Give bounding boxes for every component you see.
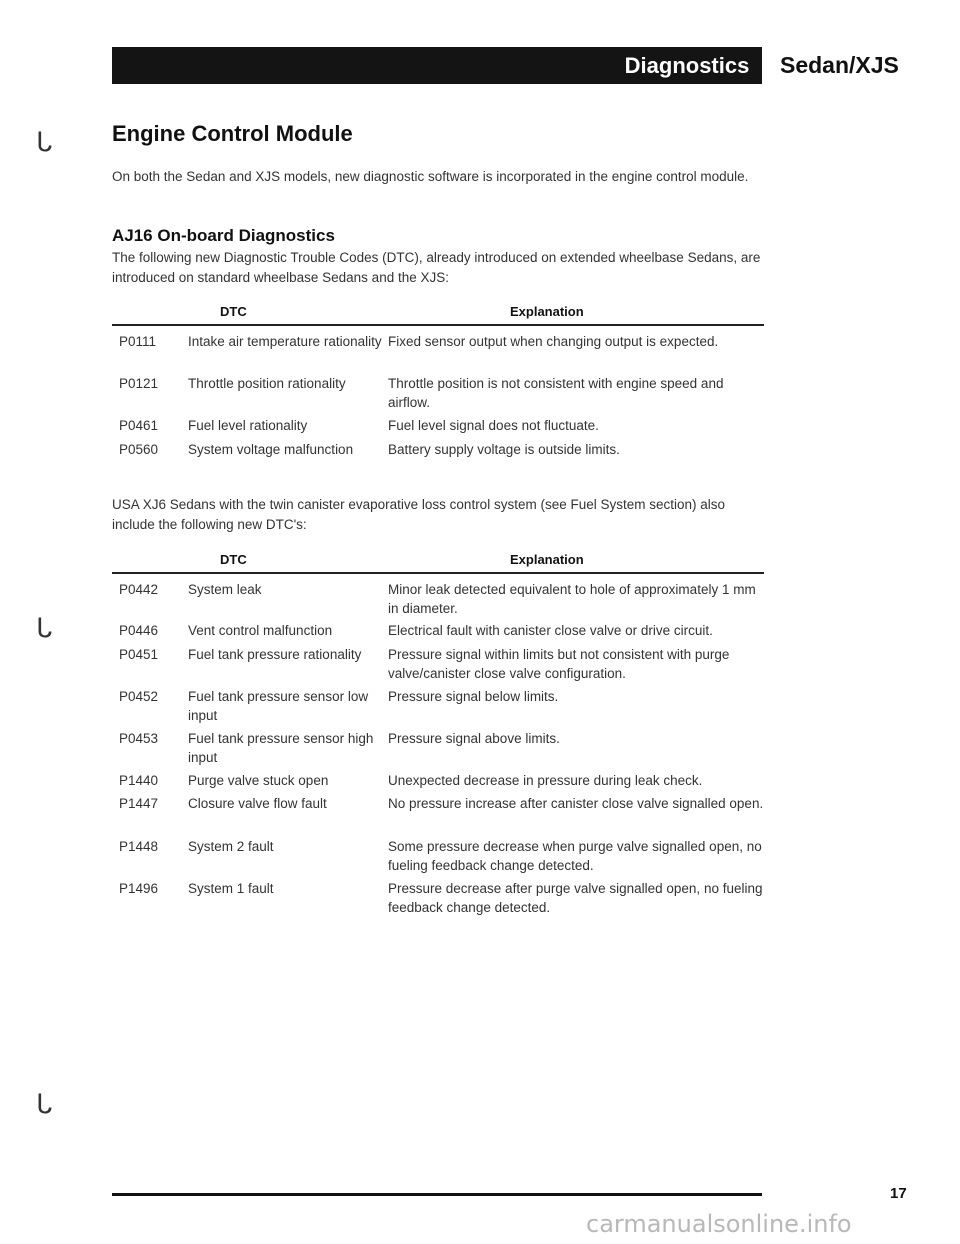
middle-paragraph: USA XJ6 Sedans with the twin canister evaporative loss control system (see Fuel System section) also include the following new DTC's: [112, 497, 726, 532]
explanation-header: Explanation [510, 552, 584, 567]
dtc-explanation: Pressure signal above limits. [388, 731, 560, 746]
footer-rule [112, 1193, 762, 1196]
explanation-header: Explanation [510, 304, 584, 319]
dtc-description: Fuel tank pressure sensor low input [188, 689, 369, 723]
dtc-explanation: Fixed sensor output when changing output is expected. [388, 334, 719, 349]
dtc-code: P0461 [119, 418, 159, 433]
section-label: Diagnostics [624, 52, 750, 78]
dtc-code: P0452 [119, 689, 159, 704]
dtc-explanation: Unexpected decrease in pressure during leak check. [388, 773, 703, 788]
dtc-description: Vent control malfunction [188, 623, 333, 638]
intro-paragraph: On both the Sedan and XJS models, new diagnostic software is incorporated in the engine control module. [112, 169, 749, 184]
dtc-explanation: Some pressure decrease when purge valve signalled open, no fueling feedback change detected. [388, 839, 762, 873]
dtc-code: P0446 [119, 623, 159, 638]
dtc-code: P0111 [119, 334, 157, 349]
dtc-description: System leak [188, 582, 262, 597]
dtc-explanation: Electrical fault with canister close valve or drive circuit. [388, 623, 713, 638]
dtc-explanation: Minor leak detected equivalent to hole of approximately 1 mm in diameter. [388, 582, 756, 616]
dtc-description: System 1 fault [188, 881, 274, 896]
dtc-header: DTC [220, 552, 247, 567]
dtc-description: Fuel level rationality [188, 418, 308, 433]
page-number: 17 [890, 1185, 907, 1202]
dtc-explanation: Pressure decrease after purge valve signalled open, no fueling feedback change detected. [388, 881, 763, 915]
dtc-description: Closure valve flow fault [188, 796, 327, 811]
dtc-code: P1440 [119, 773, 159, 788]
dtc-explanation: Pressure signal below limits. [388, 689, 559, 704]
watermark: carmanualsonline.info [586, 1210, 852, 1238]
header-title: Sedan/XJS [780, 52, 899, 78]
dtc-explanation: No pressure increase after canister close valve signalled open. [388, 796, 764, 811]
dtc-description: Throttle position rationality [188, 376, 346, 391]
dtc-code: P0442 [119, 582, 159, 597]
dtc-code: P1448 [119, 839, 159, 854]
subsection-intro: The following new Diagnostic Trouble Codes (DTC), already introduced on extended wheelbase Sedans, are introduced on standard wheelbase Sedans and the XJS: [112, 250, 761, 285]
binder-hole-mark: ᒐ [36, 614, 53, 644]
dtc-code: P0451 [119, 647, 159, 662]
dtc-explanation: Pressure signal within limits but not consistent with purge valve/canister close valve configuration. [388, 647, 730, 681]
dtc-description: System voltage malfunction [188, 442, 354, 457]
dtc-table-2 [112, 550, 764, 915]
table-header [112, 550, 764, 574]
dtc-code: P1447 [119, 796, 159, 811]
dtc-description: System 2 fault [188, 839, 274, 854]
dtc-code: P0121 [119, 376, 159, 391]
dtc-description: Purge valve stuck open [188, 773, 329, 788]
binder-hole-mark: ᒐ [36, 1090, 53, 1120]
dtc-code: P0560 [119, 442, 159, 457]
dtc-explanation: Throttle position is not consistent with engine speed and airflow. [388, 376, 724, 410]
binder-hole-mark: ᒐ [36, 128, 53, 158]
subsection-title: AJ16 On-board Diagnostics [112, 226, 335, 245]
dtc-code: P1496 [119, 881, 159, 896]
dtc-code: P0453 [119, 731, 159, 746]
dtc-description: Fuel tank pressure rationality [188, 647, 362, 662]
table-header [112, 302, 764, 326]
dtc-description: Fuel tank pressure sensor high input [188, 731, 374, 765]
dtc-explanation: Battery supply voltage is outside limits. [388, 442, 620, 457]
dtc-header: DTC [220, 304, 247, 319]
dtc-table-1 [112, 302, 764, 457]
dtc-description: Intake air temperature rationality [188, 334, 382, 349]
page-title: Engine Control Module [112, 121, 353, 146]
dtc-explanation: Fuel level signal does not fluctuate. [388, 418, 599, 433]
